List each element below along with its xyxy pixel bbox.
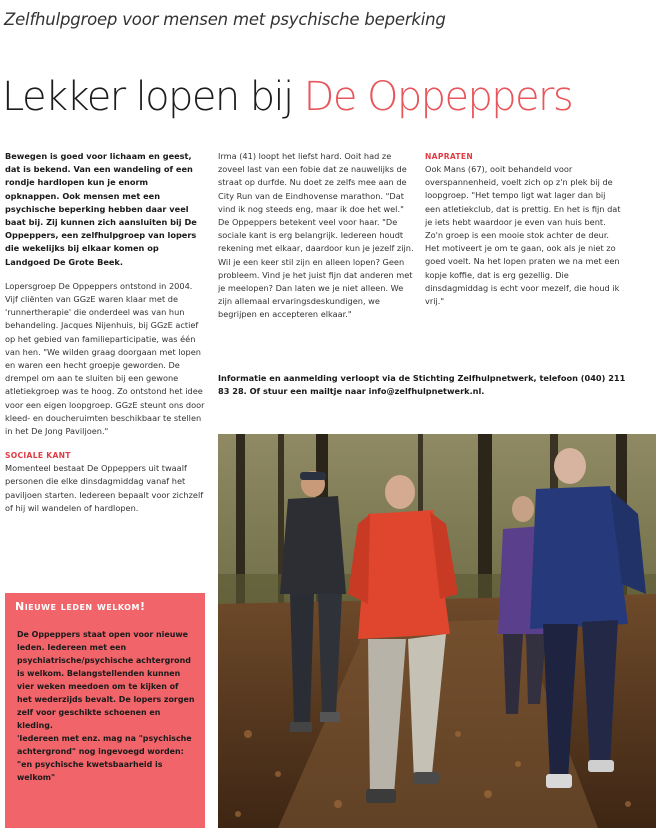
title-accent: De Oppeppers (303, 74, 573, 120)
section-heading-napraten: NAPRATEN (425, 152, 474, 161)
body-paragraph: Ook Mans (67), ooit behandeld voor overspannenheid, voelt zich op z'n plek bij de loopgroep. "Het tempo ligt wat lager dan bij een atletiekclub, dat is prettig. En het is fijn dat je iets hebt waardoor je even van huis bent. Zo'n groep is een mooie stok achter de deur. Het motiveert je om te gaan, ook als je niet zo goed voelt. Na het lopen praten we na met een kopje koffie, dat is erg gezellig. Die dinsdagmiddag is echt voor mezelf, die houd ik vrij." (425, 164, 621, 307)
new-members-box (5, 593, 205, 828)
lead-paragraph: Bewegen is goed voor lichaam en geest, dat is bekend. Van een wandeling of een rondje hardlopen kun je enorm opknappen. Ook mensen met een psychische beperking hebben daar veel baat bij. Zij kunnen zich aansluiten bij De Oppeppers, een zelfhulpgroep van lopers die wekelijks bij elkaar komen op Landgoed De Grote Beek. (5, 151, 197, 267)
article-column-1 (5, 150, 205, 526)
runners-photo (218, 434, 656, 828)
body-paragraph: Momenteel bestaat De Oppeppers uit twaalf personen die elke dinsdagmiddag vanaf het paviljoen starten. Iedereen bepaalt voor zichzelf of hij wil wandelen of hardlopen. (5, 463, 204, 513)
page-subtitle: Zelfhulpgroep voor mensen met psychische beperking (4, 10, 446, 29)
contact-info: Informatie en aanmelding verloopt via de Stichting Zelfhulpnetwerk, telefoon (040) 211 83 28. Of stuur een mailtje naar info@zelfhulpnetwerk.nl. (218, 373, 626, 397)
title-plain: Lekker lopen bij (2, 74, 304, 120)
article-column-2 (218, 150, 414, 333)
body-paragraph: Irma (41) loopt het liefst hard. Ooit had ze zoveel last van een fobie dat ze nauwelijks de straat op durfde. Nu doet ze zelfs mee aan de City Run van de Eindhovense marathon. "Dat vind ik nog steeds eng, maar ik doe het wel." De Oppeppers betekent veel voor haar. "De sociale kant is erg belangrijk. Iedereen houdt rekening met elkaar, daardoor kun je jezelf zijn. Wil je een keer stil zijn en alleen lopen? Geen probleem. Vind je het juist fijn dat anderen met je meelopen? Dan laten we je niet alleen. We zijn allemaal ervaringsdeskundigen, we begrijpen en accepteren elkaar." (218, 151, 414, 320)
box-body (17, 628, 195, 784)
article-column-3 (425, 150, 621, 319)
section-heading-sociale-kant: SOCIALE KANT (5, 451, 71, 461)
box-title: Nieuwe leden welkom! (15, 600, 146, 613)
box-paragraph: 'Iedereen met enz. mag na "psychische achtergrond" nog ingevoegd worden: "en psychische kwetsbaarheid is welkom" (17, 734, 192, 782)
page-title (2, 74, 654, 120)
box-paragraph: De Oppeppers staat open voor nieuwe leden. Iedereen met een psychiatrische/psychische achtergrond is welkom. Belangstellenden kunnen vier weken meedoen om te kijken of het wederzijds bevalt. De lopers zorgen zelf voor geschikte schoenen en kleding. (17, 630, 195, 730)
body-paragraph: Lopersgroep De Oppeppers ontstond in 2004. Vijf cliënten van GGzE waren klaar met de 'runnertherapie' die onderdeel was van hun behandeling. Jacques Nijenhuis, bij GGzE actief op het gebied van familieparticipatie, was één van hen. "We wilden graag doorgaan met lopen en waren een hecht groepje geworden. De drempel om aan te sluiten bij een gewone atletiekgroep was te hoog. Zo ontstond het idee voor een eigen loopgroep. GGzE steunt ons door kleed- en doucheruimten beschikbaar te stellen in het De Jong Paviljoen." (5, 280, 205, 437)
forest-runners-image (218, 434, 656, 828)
